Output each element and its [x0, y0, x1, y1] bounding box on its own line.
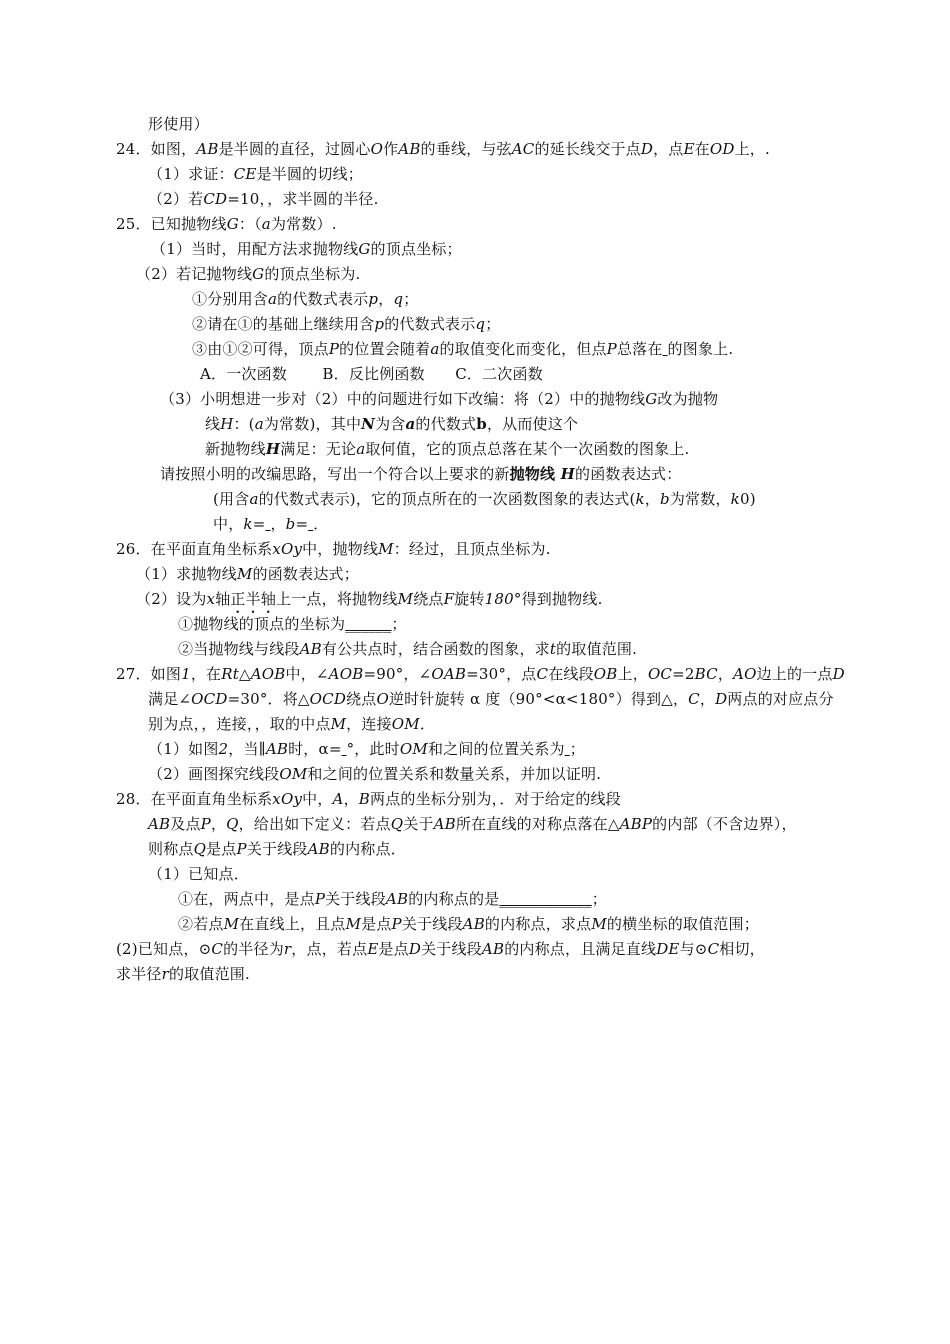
text-line — [178, 614, 407, 634]
text-line — [148, 739, 585, 759]
text-run: P — [391, 915, 402, 933]
text-run: k — [635, 490, 645, 508]
text-line — [213, 489, 756, 509]
text-run: ； — [403, 290, 419, 308]
text-run: 旋转 — [454, 590, 485, 608]
text-run: 与⊙ — [679, 940, 708, 958]
text-run: P — [328, 340, 340, 358]
text-run: 中， — [302, 790, 333, 808]
text-run: OCD — [191, 690, 228, 708]
text-run: 是点 — [206, 840, 237, 858]
text-run: =30°，点 — [466, 665, 537, 683]
text-run: OM — [399, 740, 428, 758]
text-run: ，当∥ — [228, 740, 266, 758]
text-run: ①分别用含 — [192, 290, 269, 308]
text-run: b — [660, 490, 670, 508]
text-run: 新 — [205, 440, 221, 458]
text-run: （3）小明想进一步对（2）中的问题进行如下改编：将（2）中的抛物线 — [160, 390, 646, 408]
text-run: xOy — [272, 790, 303, 808]
text-run: a — [405, 415, 416, 433]
text-run: 的代数式表示 — [277, 290, 369, 308]
text-line — [116, 664, 845, 684]
text-run: 别为点，，连接，，取的中点 — [148, 715, 331, 733]
text-run: 为含 — [375, 415, 406, 433]
text-run: 正半轴 — [230, 590, 277, 608]
text-run: 的位置会随着 — [339, 340, 431, 358]
text-run: ①在，两点中，是点 — [178, 890, 315, 908]
text-run: C — [211, 940, 224, 958]
text-run: D — [640, 140, 654, 158]
text-run: （1）当时，用配方法求抛物线 — [151, 240, 359, 258]
text-run: P — [200, 815, 211, 833]
text-run: AOB — [328, 665, 364, 683]
text-run: 中，抛物线 — [302, 540, 379, 558]
text-run: 请按照小明的改编思路，写出一个符合以上要求的新 — [160, 465, 510, 483]
text-run: （2）设为 — [136, 590, 207, 608]
text-run: 关于线段 — [401, 915, 463, 933]
text-run: 所在直线的对称点落在△ — [455, 815, 620, 833]
text-run: OC — [647, 665, 673, 683]
text-line — [213, 514, 328, 534]
text-run: ， — [699, 690, 716, 708]
text-line — [148, 864, 249, 884]
text-run: P — [236, 840, 247, 858]
text-run: ______ — [345, 615, 392, 633]
text-run: DE — [656, 940, 680, 958]
text-run: （1）求抛物线 — [136, 565, 237, 583]
text-line — [192, 314, 500, 334]
text-run: 和之间的位置关系为 — [427, 740, 565, 758]
text-run: 的函数表达式： — [575, 465, 682, 483]
text-run: OB — [593, 665, 618, 683]
text-run: (2)已知点，⊙ — [116, 940, 212, 958]
text-run: 是点 — [378, 940, 409, 958]
text-run: k — [243, 515, 253, 533]
text-run: = — [252, 515, 266, 533]
text-line — [116, 539, 551, 559]
text-run: P — [606, 340, 617, 358]
text-run: （2）画图探究线段 — [148, 765, 280, 783]
text-run: 绕点 — [413, 590, 444, 608]
text-run: 两点的坐标分别为，．对于给定的线段 — [370, 790, 621, 808]
text-run: Rt — [221, 665, 239, 683]
text-run: 两点的对应点分 — [727, 690, 834, 708]
text-run: D — [408, 940, 422, 958]
text-run: xOy — [272, 540, 303, 558]
text-run: BC — [694, 665, 718, 683]
text-run: 关于 — [403, 815, 434, 833]
text-run: （1）如图 — [148, 740, 219, 758]
text-run: ②请在①的基础上继续用含 — [192, 315, 375, 333]
text-run: H — [220, 415, 234, 433]
text-run: 上一点，将抛物线 — [276, 590, 398, 608]
text-run: CD — [203, 190, 228, 208]
text-run: 在直线上，且点 — [239, 915, 346, 933]
text-run: OM — [391, 715, 420, 733]
text-line — [205, 439, 690, 459]
text-run: 抛物线 — [220, 440, 266, 458]
text-run: 是半圆的直径，过圆心 — [218, 140, 371, 158]
text-run: 时，α= — [288, 740, 342, 758]
text-run: AB — [299, 640, 322, 658]
text-run: 26．在平面直角坐标系 — [116, 540, 273, 558]
text-line — [178, 914, 759, 934]
text-run: (用含 — [213, 490, 250, 508]
text-run: =10，，求半圆的半径. — [227, 190, 379, 208]
text-run: ，从而使这个 — [486, 415, 579, 433]
text-run: 的内称点，求点 — [484, 915, 592, 933]
text-run: （2）若 — [148, 190, 204, 208]
text-line — [136, 564, 359, 584]
text-line — [116, 214, 337, 234]
text-line — [148, 689, 834, 709]
text-run: G — [645, 390, 658, 408]
text-run: 在线段 — [548, 665, 594, 683]
text-run: 的横坐标的取值范围； — [606, 915, 759, 933]
text-run: AB — [196, 140, 219, 158]
text-run: Q — [390, 815, 404, 833]
text-run: 的代数式 — [415, 415, 477, 433]
text-line — [192, 289, 418, 309]
text-run: a — [268, 290, 278, 308]
text-run: AB — [265, 740, 289, 758]
text-run: ①抛物线的顶点的坐标为 — [178, 615, 346, 633]
text-line — [116, 939, 765, 959]
text-run: H — [265, 440, 281, 458]
text-run: G — [358, 240, 371, 258]
text-run: AB — [385, 890, 409, 908]
text-run: AB — [398, 140, 421, 158]
text-run: ， — [717, 665, 734, 683]
text-run: °，此时 — [346, 740, 400, 758]
text-run: 的图象上. — [667, 340, 734, 358]
text-run: ，点，若点 — [291, 940, 368, 958]
text-run: OM — [279, 765, 308, 783]
text-line — [160, 464, 681, 484]
text-run: 的取值范围. — [168, 965, 250, 983]
text-run: 边上的一点 — [756, 665, 833, 683]
text-run: 则称点 — [148, 840, 194, 858]
text-run: O — [370, 140, 384, 158]
text-run: 上， — [617, 665, 648, 683]
text-line — [148, 814, 797, 834]
text-run: M — [330, 715, 347, 733]
text-run: 总落在 — [616, 340, 663, 358]
text-run: q — [475, 315, 486, 333]
text-line — [178, 639, 637, 659]
text-run: AO — [733, 665, 757, 683]
text-run: C — [536, 665, 549, 683]
text-run: 是半圆的切线； — [256, 165, 363, 183]
text-run: 的取值变化而变化，但点 — [439, 340, 607, 358]
text-run: AOB — [250, 665, 286, 683]
text-run: M — [345, 915, 362, 933]
text-run: 作 — [383, 140, 399, 158]
text-run: p — [374, 315, 385, 333]
text-run: H — [555, 465, 576, 483]
text-run: M — [397, 590, 414, 608]
text-line — [148, 764, 601, 784]
text-run: E — [683, 140, 695, 158]
text-run: 的内称点． — [329, 840, 406, 858]
text-line — [148, 714, 435, 734]
text-run: b — [285, 515, 296, 533]
text-run: M — [591, 915, 607, 933]
text-run: 形使用） — [148, 115, 209, 133]
text-run: ③由①②可得，顶点 — [192, 340, 329, 358]
text-run: r — [161, 965, 169, 983]
text-run: （1）已知点． — [148, 865, 249, 883]
text-run: 25．已知抛物线 — [116, 215, 227, 233]
text-run: 的取值范围. — [556, 640, 638, 658]
text-run: 2 — [218, 740, 229, 758]
text-run: M — [236, 565, 253, 583]
text-run: 线 — [205, 415, 221, 433]
text-run: M — [378, 540, 394, 558]
text-run: B — [358, 790, 371, 808]
text-run: =90°，∠ — [363, 665, 432, 683]
text-line — [205, 414, 578, 434]
text-run: C — [707, 940, 720, 958]
text-run: 得到抛物线. — [521, 590, 603, 608]
text-run: a — [430, 340, 440, 358]
text-run: 1 — [181, 665, 191, 683]
text-run: 中， — [213, 515, 244, 533]
text-run: （1）求证： — [148, 165, 234, 183]
text-run: M — [223, 915, 240, 933]
text-run: 0) — [739, 490, 756, 508]
text-run: AB — [433, 815, 456, 833]
text-line — [178, 889, 607, 909]
text-run: =30°．将△ — [227, 690, 310, 708]
text-run: 及点 — [170, 815, 201, 833]
text-run: 为常数)，其中 — [263, 415, 362, 433]
text-run: ； — [591, 890, 607, 908]
text-run: E — [367, 940, 379, 958]
text-run: ，在 — [190, 665, 222, 683]
text-run: b — [476, 415, 487, 433]
text-run: a — [254, 415, 264, 433]
text-line — [116, 964, 250, 984]
text-run: ABP — [619, 815, 653, 833]
text-line — [160, 389, 718, 409]
text-run: ， — [270, 515, 286, 533]
text-line — [148, 839, 406, 859]
text-run: G — [252, 265, 265, 283]
text-run: ，连接 — [346, 715, 392, 733]
text-run: 满足：无论 — [280, 440, 357, 458]
text-line — [200, 364, 543, 384]
text-run: =2 — [672, 665, 695, 683]
text-run: AB — [148, 815, 171, 833]
text-line — [148, 189, 379, 209]
text-run: G — [226, 215, 239, 233]
text-run: ． — [313, 515, 329, 533]
text-run: （2）若记抛物线 — [136, 265, 253, 283]
text-run: 的代数式表示 — [384, 315, 476, 333]
text-line — [148, 114, 209, 134]
text-run: 的顶点坐标； — [370, 240, 462, 258]
text-run: ：( — [233, 415, 255, 433]
text-run: ， — [210, 815, 227, 833]
text-run: 的函数表达式； — [252, 565, 359, 583]
text-run: 的半径为 — [223, 940, 284, 958]
text-run: 满足∠ — [148, 690, 192, 708]
text-run: k — [730, 490, 740, 508]
text-run: q — [393, 290, 404, 308]
text-run: OCD — [309, 690, 347, 708]
text-run: ； — [569, 740, 585, 758]
text-run: ， — [644, 490, 661, 508]
text-run: ，点 — [653, 140, 684, 158]
text-run: 求半径 — [116, 965, 162, 983]
text-run: N — [361, 415, 376, 433]
text-run: 逆时针旋转 α 度（90°<α<180°）得到△， — [388, 690, 689, 708]
text-run: 改为抛物 — [657, 390, 719, 408]
text-run: ； — [391, 615, 407, 633]
text-run: AC — [511, 140, 535, 158]
text-run: x — [206, 590, 216, 608]
text-run: P — [314, 890, 326, 908]
text-line — [148, 164, 363, 184]
text-line — [136, 589, 603, 617]
text-run: ：（ — [238, 215, 262, 233]
text-run: OD — [709, 140, 735, 158]
text-run: 轴 — [215, 590, 231, 608]
text-line — [136, 264, 361, 284]
text-run: Q — [193, 840, 207, 858]
text-run: t — [549, 640, 557, 658]
text-run: 27．如图 — [116, 665, 182, 683]
text-run: ____________ — [499, 890, 592, 908]
text-run: D — [715, 690, 728, 708]
text-run: 有公共点时，结合函数的图象，求 — [321, 640, 550, 658]
text-run: ，给出如下定义：若点 — [238, 815, 391, 833]
text-run: 24．如图， — [116, 140, 197, 158]
text-line — [116, 139, 770, 159]
text-run: 取何值，它的顶点总落在某个一次函数的图象上. — [365, 440, 690, 458]
text-run: ②当抛物线与线段 — [178, 640, 300, 658]
text-run: 在 — [694, 140, 710, 158]
text-run: AB — [481, 940, 505, 958]
text-run: 绕点 — [346, 690, 377, 708]
text-run: p — [368, 290, 379, 308]
text-run: a — [261, 215, 271, 233]
text-run: 是点 — [361, 915, 392, 933]
text-run: a — [249, 490, 259, 508]
text-run: 为常数， — [669, 490, 731, 508]
text-line — [151, 239, 462, 259]
text-run: 180° — [484, 590, 522, 608]
text-run: r — [283, 940, 292, 958]
text-line — [116, 789, 621, 809]
text-run: 相切， — [719, 940, 765, 958]
text-run: AB — [462, 915, 485, 933]
text-run: A．一次函数 B．反比例函数 C．二次函数 — [200, 365, 543, 383]
text-run: 关于线段 — [246, 840, 308, 858]
text-run: 为常数）. — [270, 215, 337, 233]
text-run: CE — [233, 165, 257, 183]
text-run: O — [376, 690, 389, 708]
text-run: 的内称点的是 — [408, 890, 500, 908]
text-run: 的内部（不含边界）， — [652, 815, 797, 833]
text-run: a — [356, 440, 366, 458]
text-run: F — [443, 590, 455, 608]
text-line — [192, 339, 733, 359]
text-run: ：经过，且顶点坐标为. — [393, 540, 551, 558]
text-run: 上，. — [734, 140, 770, 158]
text-run: 的内称点，且满足直线 — [504, 940, 657, 958]
text-run: 的顶点坐标为. — [264, 265, 361, 283]
text-run: 关于线段 — [325, 890, 386, 908]
text-run: ②若点 — [178, 915, 224, 933]
text-run: 和之间的位置关系和数量关系，并加以证明. — [307, 765, 602, 783]
text-run: OAB — [431, 665, 467, 683]
text-run: 关于线段 — [421, 940, 482, 958]
text-run: 的垂线，与弦 — [420, 140, 512, 158]
text-run: 的延长线交于点 — [534, 140, 641, 158]
text-run: C — [688, 690, 700, 708]
text-run: 的代数式表示)，它的顶点所在的一次函数图象的表达式( — [258, 490, 636, 508]
text-run: ， — [343, 790, 359, 808]
text-run: AB — [307, 840, 330, 858]
text-run: D — [832, 665, 845, 683]
text-run: 28．在平面直角坐标系 — [116, 790, 273, 808]
text-run: ， — [378, 290, 394, 308]
text-run: ． — [419, 715, 436, 733]
text-run: = — [295, 515, 309, 533]
text-run: Q — [226, 815, 239, 833]
text-run: A — [332, 790, 344, 808]
text-run: 中，∠ — [285, 665, 329, 683]
text-run: ； — [485, 315, 501, 333]
text-run: △ — [238, 665, 251, 683]
text-run: 抛物线 — [509, 465, 556, 483]
